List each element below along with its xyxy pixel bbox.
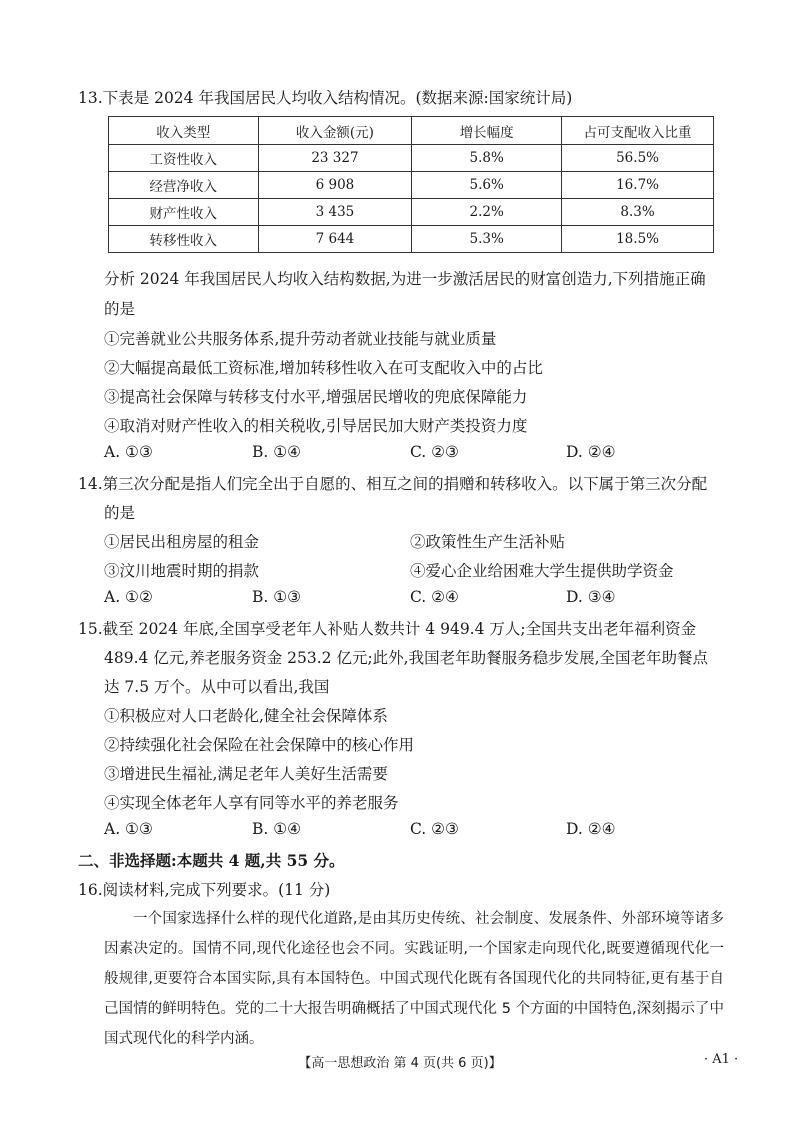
table-cell: 6 908	[258, 172, 412, 199]
q14-item-2: ②政策性生产生活补贴	[410, 533, 566, 551]
table-row	[109, 145, 714, 172]
table-cell: 5.6%	[412, 172, 562, 199]
section-heading: 二、非选择题:本题共 4 题,共 55 分。	[78, 851, 345, 870]
choice-d: D. ③④	[566, 588, 616, 606]
q14-items-row2	[104, 559, 724, 581]
choice-c: C. ②③	[410, 443, 459, 461]
q14-items-row1	[104, 530, 724, 552]
table-header-cell: 占可支配收入比重	[562, 117, 714, 145]
table-header-cell: 增长幅度	[412, 117, 562, 145]
table-header-row	[109, 117, 714, 145]
q14-stem-line2: 的是	[104, 504, 136, 522]
choice-a: A. ①②	[104, 588, 153, 606]
table-cell: 56.5%	[562, 145, 714, 172]
table-cell: 8.3%	[562, 199, 714, 226]
table-cell: 16.7%	[562, 172, 714, 199]
table-cell: 7 644	[258, 226, 412, 253]
q13-question-line2: 的是	[104, 300, 136, 318]
choice-b: B. ①④	[252, 820, 302, 838]
q14-choices	[104, 588, 724, 610]
table-cell: 经营净收入	[109, 172, 259, 199]
q16-material: 一个国家选择什么样的现代化道路,是由其历史传统、社会制度、发展条件、外部环境等诸多因素决定的。国情不同,现代化途径也会不同。实践证明,一个国家走向现代化,既要遵循现代化一般规律,更要符合本国实际,具有本国特色。中国式现代化既有各国现代化的共同特征,更有基于自己国情的鲜明特色。党的二十大报告明确概括了中国式现代化 5 个方面的中国特色,深刻揭示了中国式现代化的科学内涵。	[104, 911, 724, 1047]
choice-c: C. ②③	[410, 820, 459, 838]
q15-stem-line3: 达 7.5 万个。从中可以看出,我国	[104, 678, 330, 696]
choice-a: A. ①③	[104, 820, 153, 838]
q15-stem-line1: 15.截至 2024 年底,全国享受老年人补贴人数共计 4 949.4 万人;全国共支出老年福利资金	[78, 620, 697, 638]
choice-d: D. ②④	[566, 820, 616, 838]
q13-item-2: ②大幅提高最低工资标准,增加转移性收入在可支配收入中的占比	[104, 359, 543, 377]
table-cell: 5.3%	[412, 226, 562, 253]
q15-item-4: ④实现全体老年人享有同等水平的养老服务	[104, 794, 399, 812]
table-header-cell: 收入金额(元)	[258, 117, 412, 145]
income-structure-table	[108, 116, 714, 253]
q13-question-line1: 分析 2024 年我国居民人均收入结构数据,为进一步激活居民的财富创造力,下列措施正确	[104, 270, 706, 288]
table-cell: 2.2%	[412, 199, 562, 226]
q15-item-3: ③增进民生福祉,满足老年人美好生活需要	[104, 765, 388, 783]
table-cell: 23 327	[258, 145, 412, 172]
table-cell: 财产性收入	[109, 199, 259, 226]
q15-stem-line2: 489.4 亿元,养老服务资金 253.2 亿元;此外,我国老年助餐服务稳步发展,全国老年助餐点	[104, 649, 709, 667]
q15-choices	[104, 820, 724, 842]
q14-stem-line1: 14.第三次分配是指人们完全出于自愿的、相互之间的捐赠和转移收入。以下属于第三次分配	[78, 475, 708, 493]
q14-item-1: ①居民出租房屋的租金	[104, 533, 260, 551]
q16-stem: 16.阅读材料,完成下列要求。(11 分)	[78, 881, 331, 899]
table-cell: 3 435	[258, 199, 412, 226]
page-footer: 【高一思想政治 第 4 页(共 6 页)】	[298, 1056, 502, 1071]
q13-item-3: ③提高社会保障与转移支付水平,增强居民增收的兜底保障能力	[104, 388, 528, 406]
choice-a: A. ①③	[104, 443, 153, 461]
q14-item-4: ④爱心企业给困难大学生提供助学资金	[410, 562, 674, 580]
table-cell: 转移性收入	[109, 226, 259, 253]
table-header-cell: 收入类型	[109, 117, 259, 145]
table-row	[109, 226, 714, 253]
table-cell: 工资性收入	[109, 145, 259, 172]
footer-code: · A1 ·	[704, 1052, 739, 1067]
choice-c: C. ②④	[410, 588, 459, 606]
q13-stem: 13.下表是 2024 年我国居民人均收入结构情况。(数据来源:国家统计局)	[78, 89, 573, 107]
q15-item-1: ①积极应对人口老龄化,健全社会保障体系	[104, 707, 388, 725]
q13-item-1: ①完善就业公共服务体系,提升劳动者就业技能与就业质量	[104, 330, 497, 348]
q13-choices	[104, 443, 724, 465]
choice-b: B. ①③	[252, 588, 302, 606]
q13-item-4: ④取消对财产性收入的相关税收,引导居民加大财产类投资力度	[104, 417, 528, 435]
table-row	[109, 199, 714, 226]
choice-d: D. ②④	[566, 443, 616, 461]
q15-item-2: ②持续强化社会保险在社会保障中的核心作用	[104, 736, 415, 754]
table-cell: 5.8%	[412, 145, 562, 172]
q14-item-3: ③汶川地震时期的捐款	[104, 562, 260, 580]
choice-b: B. ①④	[252, 443, 302, 461]
table-row	[109, 172, 714, 199]
table-cell: 18.5%	[562, 226, 714, 253]
